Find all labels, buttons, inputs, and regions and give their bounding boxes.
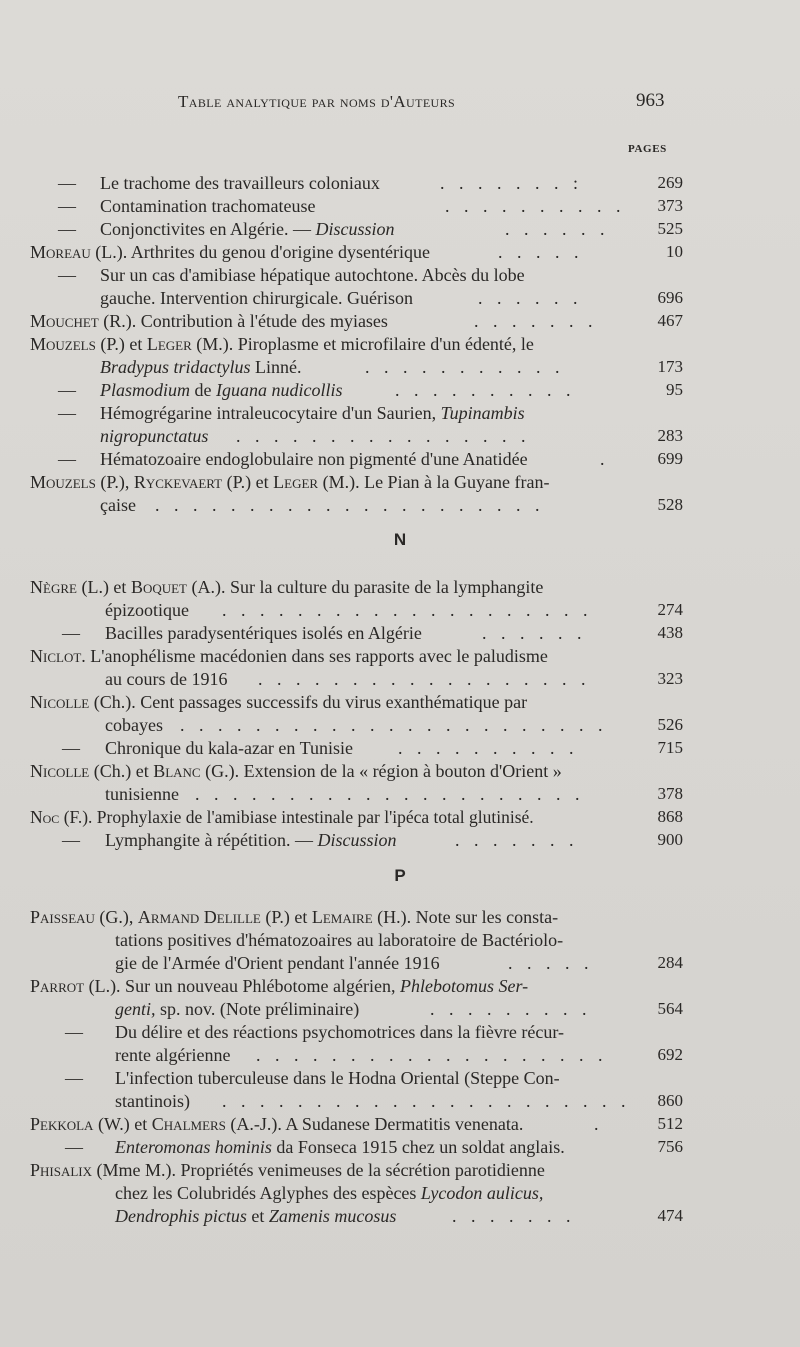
entry-text: (P.) et [265, 907, 308, 927]
author-name: Leger [273, 472, 319, 492]
index-line [0, 1204, 800, 1228]
page-ref: 373 [657, 196, 683, 215]
page-ref: 284 [657, 953, 683, 972]
entry-text: çaise [100, 495, 136, 515]
entry-italic: Lycodon aulicus, [420, 1183, 544, 1203]
dash: — [58, 380, 76, 400]
dash: — [58, 265, 76, 285]
author-name: Mouzels [30, 472, 96, 492]
page-ref: 564 [657, 999, 683, 1018]
author-name: Moreau [30, 242, 91, 262]
running-head [0, 92, 800, 116]
index-line [0, 171, 800, 195]
index-line [0, 759, 800, 783]
dash: — [58, 449, 76, 469]
leader-dots: . [594, 1114, 604, 1134]
page-ref: 868 [657, 807, 683, 826]
entry-italic: Bradypus tridactylus [100, 357, 251, 377]
entry-text: rente algérienne [115, 1045, 231, 1065]
leader-dots: . . . . . . . . . . . . . . . . . . . . . . [222, 1091, 631, 1111]
entry-text: (M.). Le Pian à la Guyane fran- [322, 472, 550, 492]
leader-dots: . . . . . . . . . . . . . . . . . . . . . [195, 784, 585, 804]
index-line [0, 1158, 800, 1182]
author-name: Pekkola [30, 1114, 94, 1134]
index-line [0, 378, 800, 402]
index-line [0, 1043, 800, 1067]
entry-text: de [194, 380, 212, 400]
entry-text: épizootique [105, 600, 189, 620]
entry-text: (L.). Arthrites du genou d'origine dysentérique [95, 242, 430, 262]
index-line [0, 355, 800, 379]
page-ref: 474 [657, 1206, 683, 1225]
page-ref: 378 [657, 784, 683, 803]
index-line [0, 928, 800, 952]
index-line [0, 621, 800, 645]
page-ref: 95 [666, 380, 683, 399]
entry-text: Chronique du kala-azar en Tunisie [105, 738, 353, 758]
author-name: Niclot. [30, 646, 86, 666]
page-ref: 269 [657, 173, 683, 192]
leader-dots: . . . . . . [505, 219, 610, 239]
page-number: 963 [636, 90, 665, 111]
entry-italic: genti, [115, 999, 156, 1019]
index-line [0, 1089, 800, 1113]
entry-text: Bacilles paradysentériques isolés en Algérie [105, 623, 422, 643]
index-line [0, 332, 800, 356]
entry-text: sp. nov. (Note préliminaire) [160, 999, 360, 1019]
index-line [0, 667, 800, 691]
author-name: Ryckevaert [133, 472, 223, 492]
index-line [0, 401, 800, 425]
author-name: Parrot [30, 976, 85, 996]
entry-italic: Tupinambis [440, 403, 525, 423]
author-name: Lemaire [311, 907, 373, 927]
entry-text: (P.), [100, 472, 130, 492]
running-title: Table analytique par noms d'Auteurs [178, 92, 456, 111]
dash: — [65, 1068, 83, 1088]
entry-italic: Discussion [317, 830, 397, 850]
entry-italic: Dendrophis pictus [115, 1206, 247, 1226]
index-line [0, 805, 800, 829]
author-name: Phisalix [30, 1160, 93, 1180]
index-line [0, 690, 800, 714]
leader-dots: . . . . . . [478, 288, 583, 308]
author-name: Chalmers [151, 1114, 226, 1134]
leader-dots: . . . . . . . [452, 1206, 576, 1226]
leader-dots: . [600, 449, 610, 469]
entry-text: Contamination trachomateuse [100, 196, 316, 216]
author-name: Boquet [130, 577, 187, 597]
entry-italic: Plasmodium [100, 380, 190, 400]
index-line [0, 309, 800, 333]
index-line [0, 575, 800, 599]
section-letter-p: P [394, 866, 406, 885]
entry-text: (Ch.). Cent passages successifs du virus exanthématique par [93, 692, 528, 712]
entry-text: Linné. [255, 357, 302, 377]
leader-dots: . . . . . . . . . . . . . . . . . . [258, 669, 591, 689]
author-name: Nègre [30, 577, 77, 597]
entry-text: (P.) et [100, 334, 143, 354]
entry-text: (M.). Piroplasme et microfilaire d'un édenté, le [196, 334, 534, 354]
leader-dots: . . . . . [498, 242, 584, 262]
entry-italic: Enteromonas hominis [115, 1137, 272, 1157]
page-ref: 173 [657, 357, 683, 376]
page-ref: 467 [657, 311, 683, 330]
index-line [0, 424, 800, 448]
entry-text: (G.), [99, 907, 134, 927]
entry-italic: Zamenis mucosus [268, 1206, 397, 1226]
page-ref: 438 [657, 623, 683, 642]
leader-dots: . . . . . . . . . . . . . . . . . . . [256, 1045, 608, 1065]
index-line [0, 736, 800, 760]
entry-italic: nigropunctatus [100, 426, 209, 446]
dash: — [65, 1137, 83, 1157]
entry-text: (Mme M.). Propriétés venimeuses de la sécrétion parotidienne [96, 1160, 545, 1180]
entry-text: et [251, 1206, 265, 1226]
author-name: Blanc [153, 761, 201, 781]
entry-text: da Fonseca 1915 chez un soldat anglais. [276, 1137, 565, 1157]
entry-text: stantinois) [115, 1091, 190, 1111]
entry-text: (H.). Note sur les consta- [377, 907, 559, 927]
entry-italic: Discussion [315, 219, 395, 239]
page-ref: 900 [657, 830, 683, 849]
dash: — [65, 1022, 83, 1042]
leader-dots: . . . . . [508, 953, 594, 973]
page-ref: 274 [657, 600, 683, 619]
leader-dots: . . . . . . . . . . [398, 738, 579, 758]
index-line [0, 997, 800, 1021]
index-line [0, 1112, 800, 1136]
index-line [0, 1020, 800, 1044]
dash: — [58, 219, 76, 239]
entry-italic: Iguana nudicollis [216, 380, 343, 400]
dash: — [58, 403, 76, 423]
index-line [0, 240, 800, 264]
leader-dots: . . . . . . . . . [430, 999, 592, 1019]
index-line [0, 217, 800, 241]
index-line [0, 263, 800, 287]
page-ref: 696 [657, 288, 683, 307]
entry-text: Du délire et des réactions psychomotrices dans la fièvre récur- [115, 1022, 564, 1042]
entry-text: Lymphangite à répétition. — [105, 830, 313, 850]
entry-text: gauche. Intervention chirurgicale. Guérison [100, 288, 414, 308]
index-line [0, 713, 800, 737]
page-ref: 10 [666, 242, 683, 261]
entry-text: (A.-J.). A Sudanese Dermatitis venenata. [230, 1114, 524, 1134]
entry-text: chez les Colubridés Aglyphes des espèces [115, 1183, 417, 1203]
leader-dots: . . . . . . . . . . . . . . . . . . . . [222, 600, 593, 620]
index-line [0, 644, 800, 668]
index-line [0, 286, 800, 310]
page-ref: 692 [657, 1045, 683, 1064]
index-line [0, 828, 800, 852]
dash: — [62, 830, 80, 850]
index-line [0, 598, 800, 622]
section-letter-n: N [393, 530, 407, 549]
author-name: Nicolle [30, 692, 90, 712]
page-ref: 526 [657, 715, 683, 734]
leader-dots: . . . . . . . [474, 311, 598, 331]
index-line [0, 1181, 800, 1205]
page-ref: 860 [657, 1091, 683, 1110]
entry-text: Conjonctivites en Algérie. — [100, 219, 311, 239]
index-line [0, 1135, 800, 1159]
entry-text: tations positives d'hématozoaires au laboratoire de Bactériolo- [115, 930, 564, 950]
entry-text: (P.) et [226, 472, 269, 492]
leader-dots: . . . . . . . : [440, 173, 584, 193]
leader-dots: . . . . . . . [455, 830, 579, 850]
entry-text: (L.) et [81, 577, 127, 597]
entry-text: (W.) et [97, 1114, 148, 1134]
page-ref: 512 [657, 1114, 683, 1133]
author-name: Paisseau [30, 907, 95, 927]
leader-dots: . . . . . . . . . . . . . . . . . . . . . [155, 495, 545, 515]
leader-dots: . . . . . . [482, 623, 587, 643]
page-ref: 715 [657, 738, 683, 757]
entry-text: (L.). Sur un nouveau Phlébotome algérien, [88, 976, 396, 996]
author-name: Mouzels [30, 334, 96, 354]
page-ref: 699 [657, 449, 683, 468]
entry-text: tunisienne [105, 784, 179, 804]
entry-text: Hémogrégarine intraleucocytaire d'un Saurien, [100, 403, 437, 423]
dash: — [58, 196, 76, 216]
entry-text: (A.). Sur la culture du parasite de la lymphangite [191, 577, 544, 597]
index-line [0, 905, 800, 929]
author-name: Armand Delille [137, 907, 261, 927]
entry-text: gie de l'Armée d'Orient pendant l'année 1916 [115, 953, 440, 973]
page-ref: 323 [657, 669, 683, 688]
entry-text: Sur un cas d'amibiase hépatique autochtone. Abcès du lobe [100, 265, 525, 285]
index-line [0, 974, 800, 998]
entry-text: (Ch.) et [93, 761, 149, 781]
leader-dots: . . . . . . . . . . . [365, 357, 565, 377]
leader-dots: . . . . . . . . . . . . . . . . . . . . . . . [180, 715, 608, 735]
author-name: Noc [30, 807, 60, 827]
leader-dots: . . . . . . . . . . [445, 196, 626, 216]
index-line [0, 447, 800, 471]
author-name: Leger [146, 334, 192, 354]
dash: — [58, 173, 76, 193]
author-name: Mouchet [30, 311, 99, 331]
index-line [0, 1066, 800, 1090]
index-line [0, 951, 800, 975]
author-name: Nicolle [30, 761, 90, 781]
entry-text: Hématozoaire endoglobulaire non pigmenté d'une Anatidée [100, 449, 528, 469]
entry-italic: Phlebotomus Ser- [400, 976, 529, 996]
page-ref: 756 [657, 1137, 683, 1156]
index-line [0, 782, 800, 806]
dash: — [62, 623, 80, 643]
entry-text: cobayes [105, 715, 163, 735]
index-line [0, 194, 800, 218]
dash: — [62, 738, 80, 758]
index-line [0, 493, 800, 517]
page-ref: 525 [657, 219, 683, 238]
entry-text: (F.). Prophylaxie de l'amibiase intestinale par l'ipéca total glutinisé. [63, 807, 534, 827]
index-line [0, 470, 800, 494]
entry-text: au cours de 1916 [105, 669, 228, 689]
pages-column-label: PAGES [628, 143, 667, 155]
leader-dots: . . . . . . . . . . . . . . . . [236, 426, 531, 446]
entry-text: Le trachome des travailleurs coloniaux [100, 173, 380, 193]
entry-text: (R.). Contribution à l'étude des myiases [103, 311, 388, 331]
entry-text: (G.). Extension de la « région à bouton d'Orient » [205, 761, 562, 781]
entry-text: L'infection tuberculeuse dans le Hodna Oriental (Steppe Con- [115, 1068, 560, 1088]
entry-text: L'anophélisme macédonien dans ses rapports avec le paludisme [90, 646, 548, 666]
page-ref: 283 [657, 426, 683, 445]
leader-dots: . . . . . . . . . . [395, 380, 576, 400]
page-ref: 528 [657, 495, 683, 514]
